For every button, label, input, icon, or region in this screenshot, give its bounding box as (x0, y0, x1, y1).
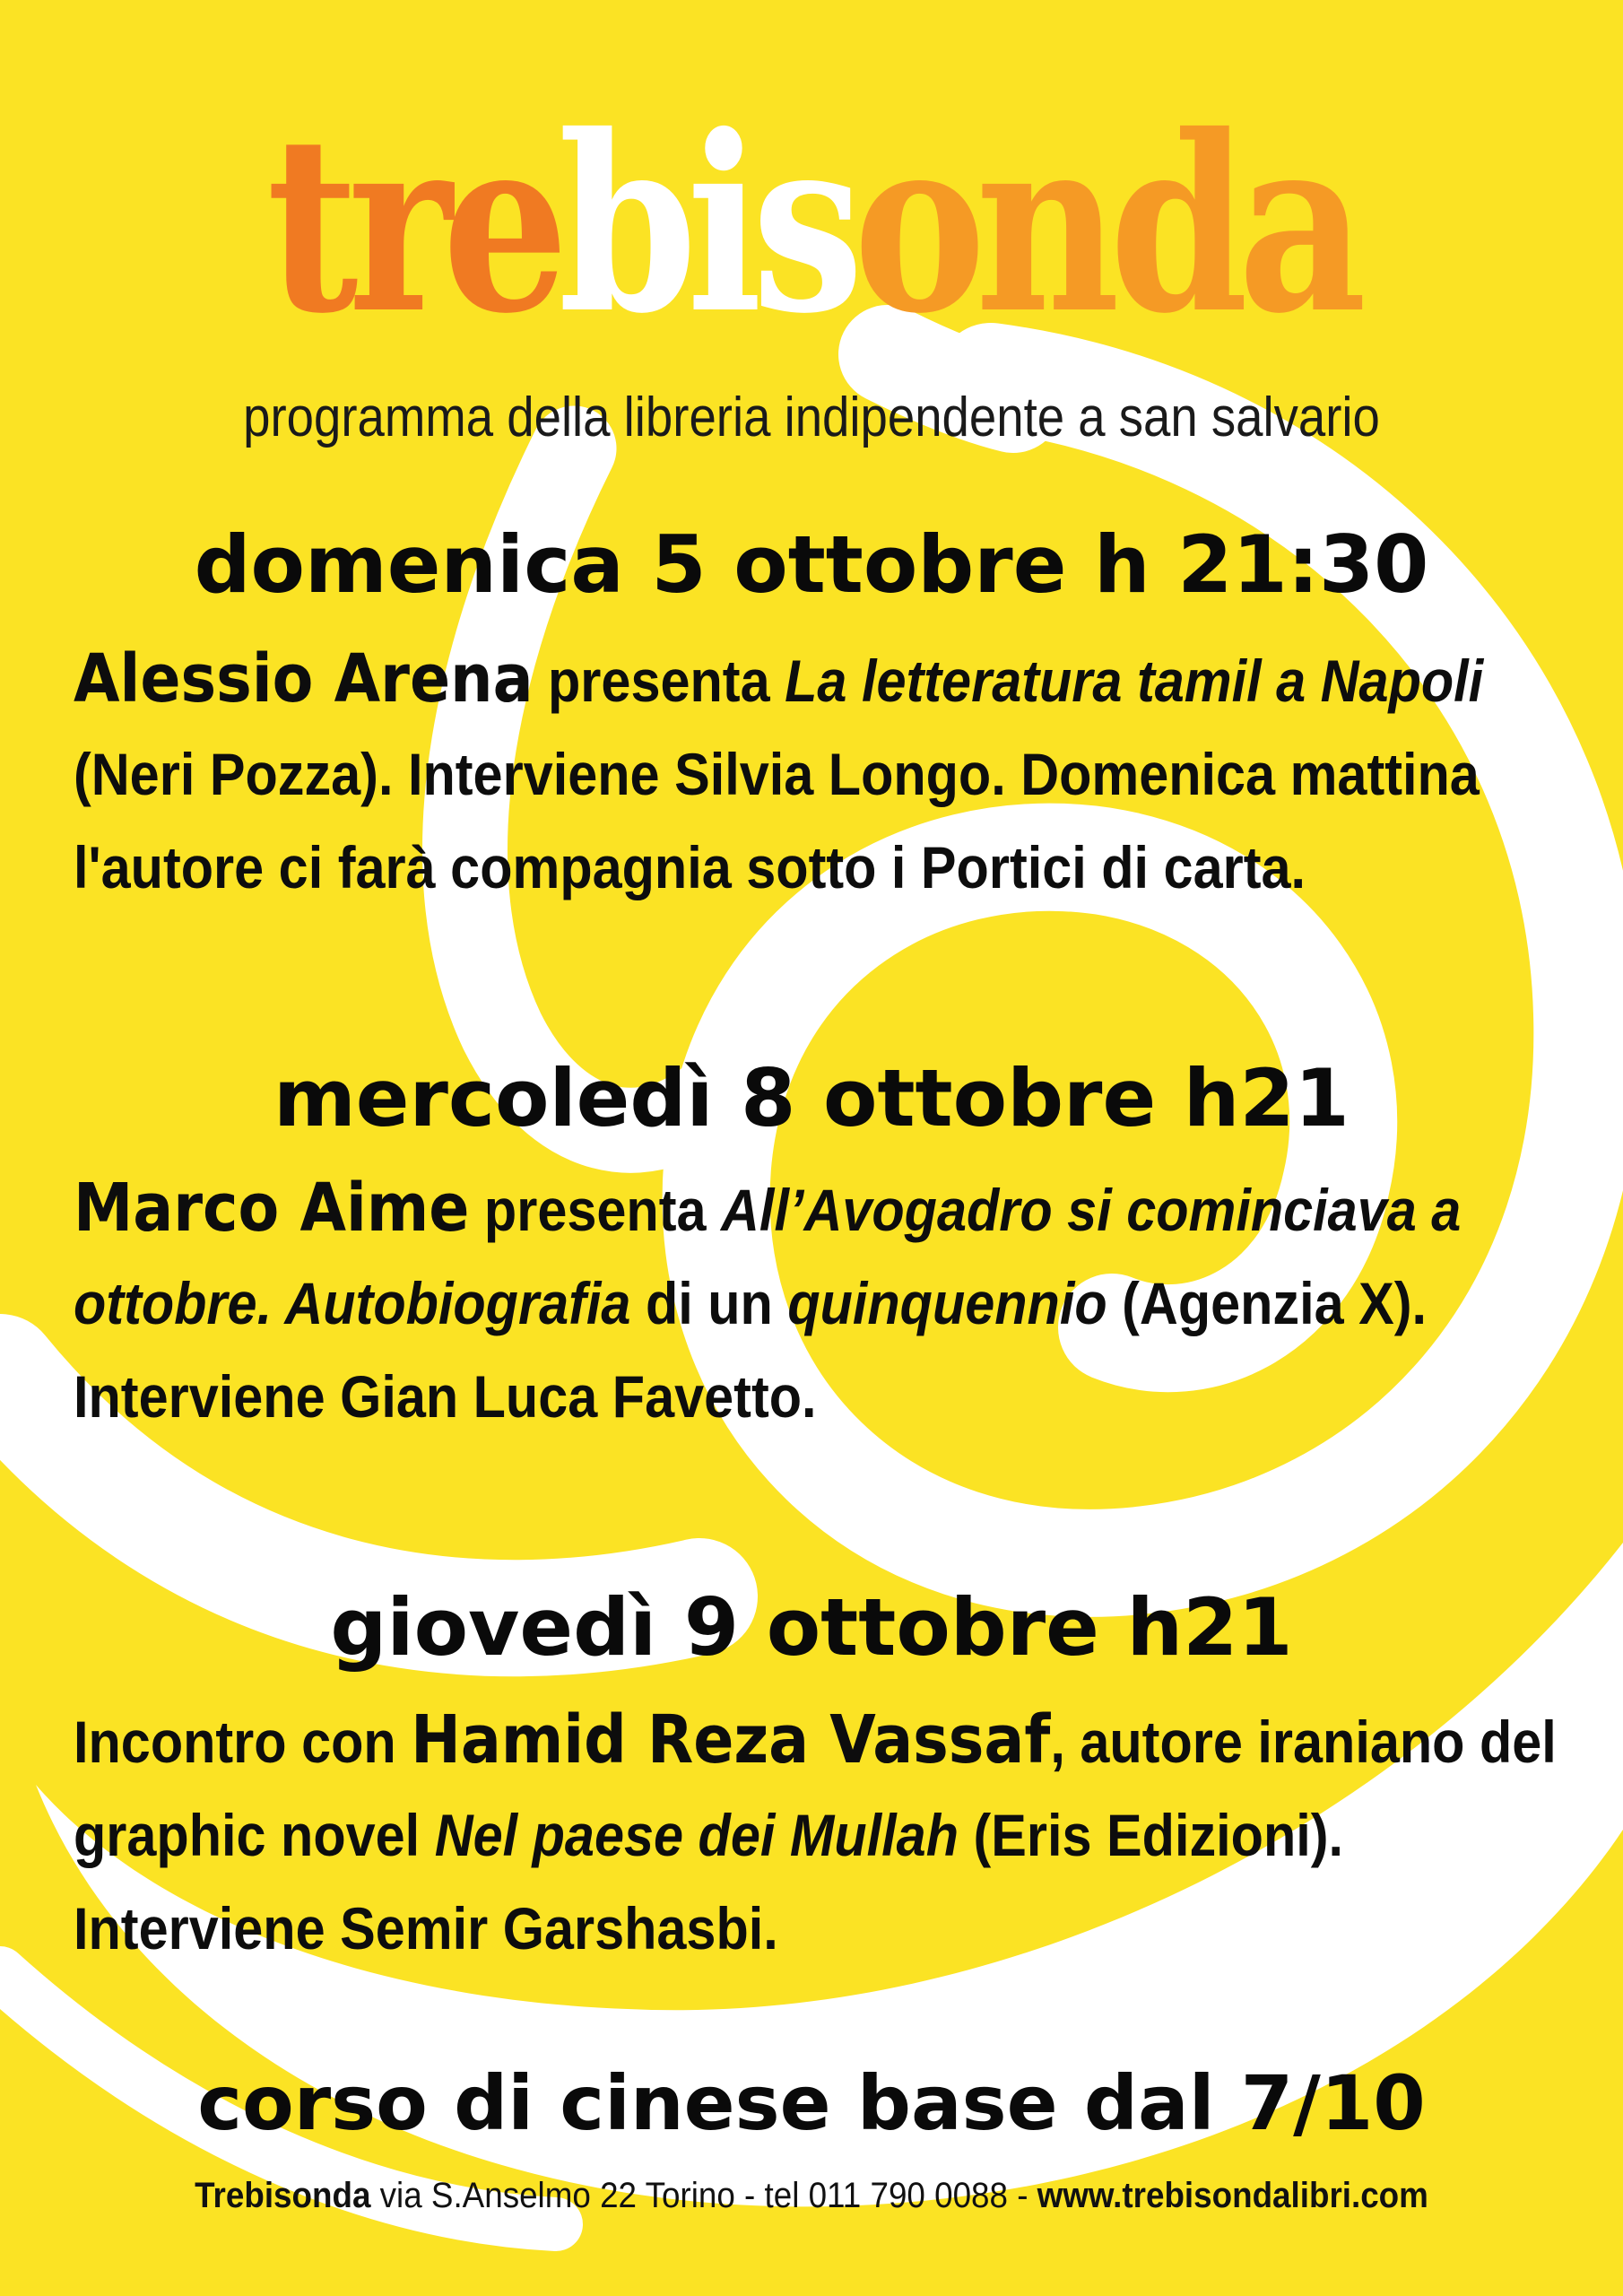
book-title: quinquennio (787, 1270, 1107, 1336)
logo-part-bis: bis (558, 82, 854, 367)
event-text: presenta (469, 1177, 722, 1243)
event-text: (Neri Pozza). Interviene Silvia Longo. Domenica mattina l'autore ci farà compagnia sotto i Portici di carta. (74, 741, 1480, 900)
event-date-2: mercoledì 8 ottobre h21 (273, 1052, 1350, 1144)
event-description-1 (74, 632, 1575, 914)
course-announcement: corso di cinese base dal 7/10 (197, 2059, 1426, 2147)
event-author-name: Hamid Reza Vassaf (411, 1701, 1051, 1779)
event-description-3 (74, 1693, 1575, 1975)
event-date-3: giovedì 9 ottobre h21 (330, 1581, 1293, 1674)
event-description-2 (74, 1161, 1575, 1443)
footer-shop-name: Trebisonda (195, 2176, 371, 2215)
event-text: Incontro con (74, 1709, 412, 1775)
logo-part-tre: tre (266, 82, 559, 367)
footer-address: via S.Anselmo 22 Torino - tel 011 790 0088 - (370, 2176, 1037, 2215)
book-title: La letteratura tamil a Napoli (785, 648, 1484, 714)
event-text: (Eris Edizioni). Interviene Semir Garshasbi. (74, 1802, 1344, 1961)
event-author-name: Marco Aime (74, 1170, 470, 1247)
book-title: All’Avogadro si cominciava a ottobre. Autobiografia (74, 1177, 1462, 1336)
footer-website-link[interactable]: www.trebisondalibri.com (1037, 2176, 1428, 2215)
book-title: Nel paese dei Mullah (434, 1802, 959, 1868)
footer (65, 2170, 1558, 2221)
logo (146, 82, 1477, 367)
logo-part-onda: onda (853, 82, 1357, 367)
event-text: , autore iraniano del graphic novel (74, 1709, 1557, 1868)
event-text: (Agenzia X). Interviene Gian Luca Favetto. (74, 1270, 1428, 1430)
event-author-name: Alessio Arena (74, 640, 534, 718)
event-text: di un (630, 1270, 788, 1336)
event-text: presenta (533, 648, 785, 714)
event-date-1: domenica 5 ottobre h 21:30 (194, 518, 1429, 611)
subtitle: programma della libreria indipendente a san salvario (243, 387, 1380, 448)
